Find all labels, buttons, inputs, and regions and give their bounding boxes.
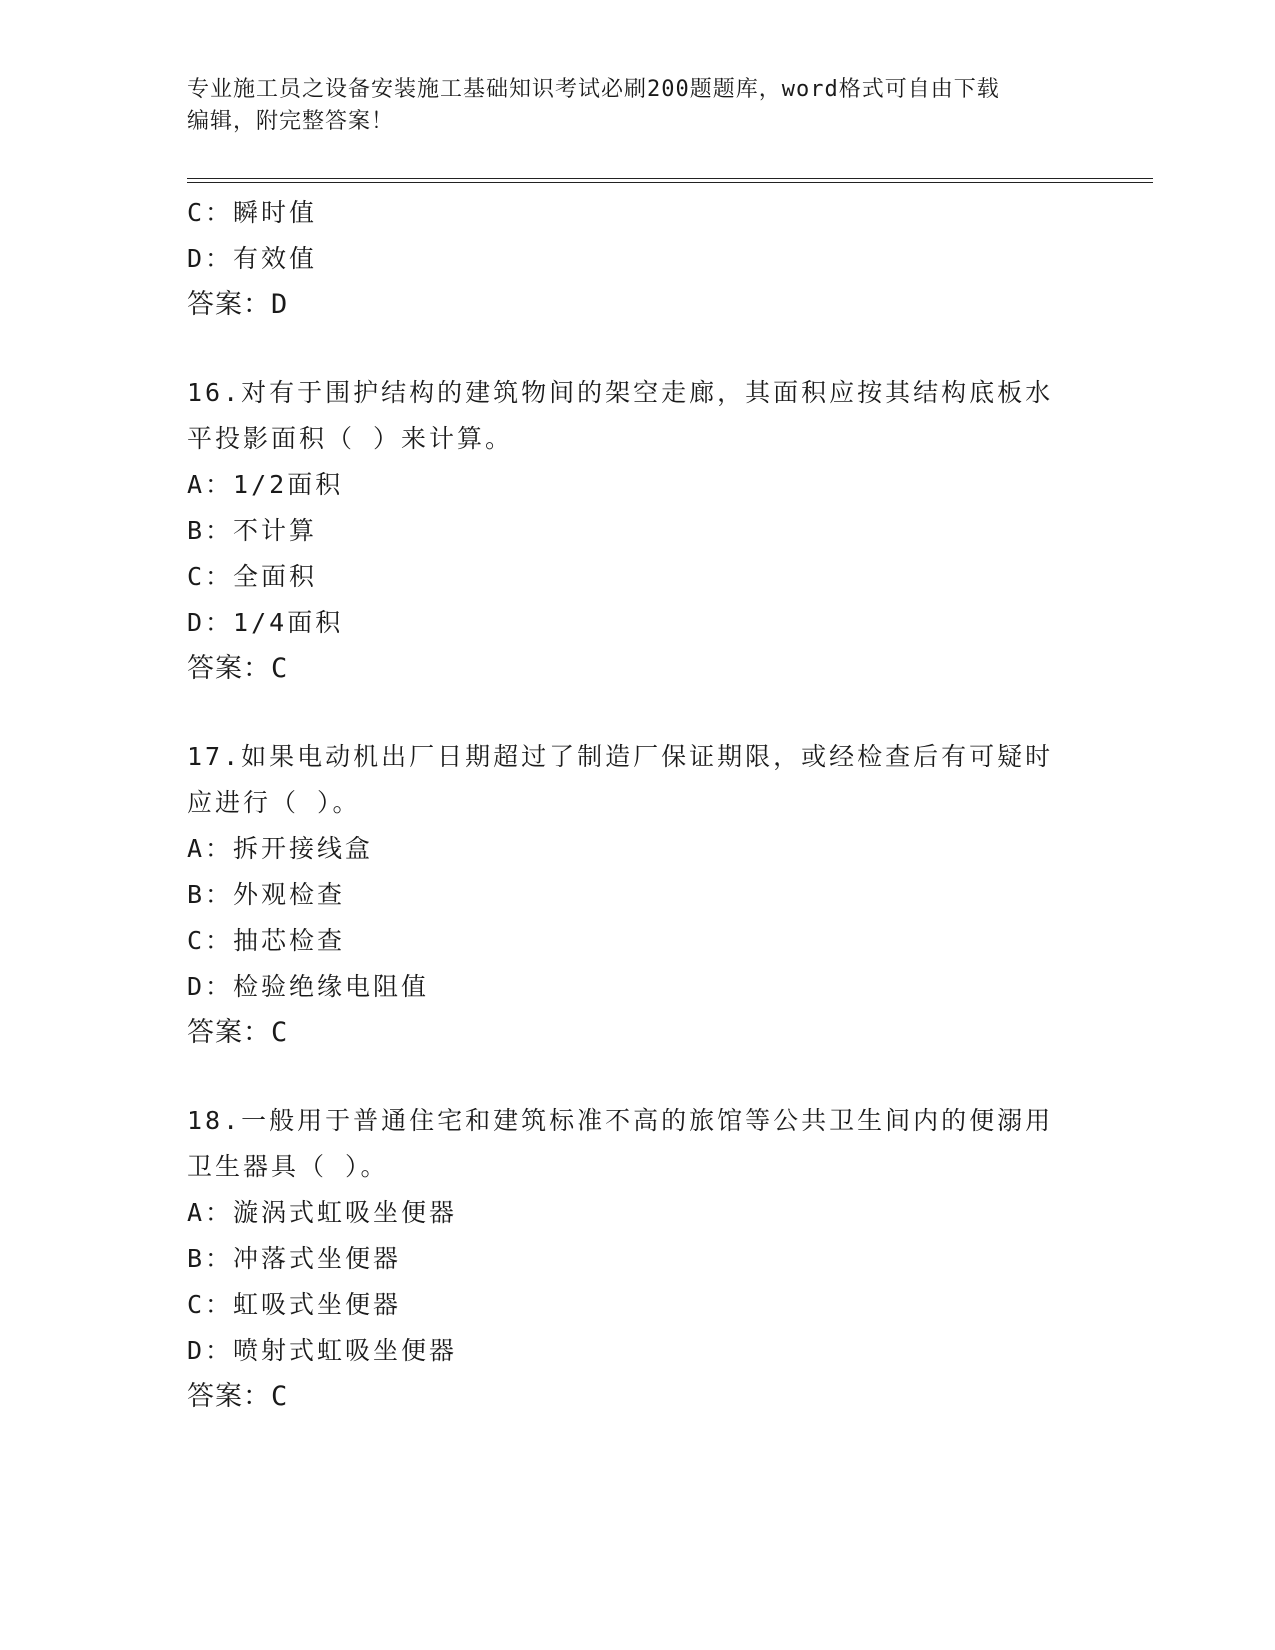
answer-line: 答案：C xyxy=(187,1381,289,1412)
option-c: C：抽芯检查 xyxy=(187,926,346,955)
question-stem-line: 18.一般用于普通住宅和建筑标准不高的旅馆等公共卫生间内的便溺用 xyxy=(187,1106,1054,1135)
question-stem-line: 16.对有于围护结构的建筑物间的架空走廊，其面积应按其结构底板水 xyxy=(187,378,1054,407)
question-stem-line: 卫生器具（ ）。 xyxy=(187,1152,389,1181)
question-block-15 xyxy=(187,190,1087,328)
option-b: B：不计算 xyxy=(187,516,318,545)
question-list xyxy=(187,190,1087,1420)
header-divider-top xyxy=(187,178,1153,179)
answer-line: 答案：C xyxy=(187,1017,289,1048)
option-d: D：有效值 xyxy=(187,244,318,273)
option-d: D：检验绝缘电阻值 xyxy=(187,972,430,1001)
option-c: C：瞬时值 xyxy=(187,198,318,227)
header-title-line-1: 专业施工员之设备安装施工基础知识考试必刷200题题库，word格式可自由下载 xyxy=(187,77,1000,102)
option-d: D：喷射式虹吸坐便器 xyxy=(187,1336,458,1365)
option-b: B：冲落式坐便器 xyxy=(187,1244,402,1273)
answer-line: 答案：C xyxy=(187,653,289,684)
header-divider-bottom xyxy=(187,182,1153,183)
question-stem-line: 17.如果电动机出厂日期超过了制造厂保证期限，或经检查后有可疑时 xyxy=(187,742,1054,771)
question-stem-line: 应进行（ ）。 xyxy=(187,788,361,817)
option-a: A：拆开接线盒 xyxy=(187,834,374,863)
answer-line: 答案：D xyxy=(187,289,289,320)
question-block-18 xyxy=(187,1098,1087,1420)
option-c: C：虹吸式坐便器 xyxy=(187,1290,402,1319)
question-block-17 xyxy=(187,734,1087,1056)
question-stem-line: 平投影面积（ ）来计算。 xyxy=(187,424,514,453)
option-a: A：1/2面积 xyxy=(187,470,344,499)
question-block-16 xyxy=(187,370,1087,692)
header-title-line-2: 编辑，附完整答案！ xyxy=(187,109,395,134)
option-d: D：1/4面积 xyxy=(187,608,344,637)
option-c: C：全面积 xyxy=(187,562,318,591)
option-a: A：漩涡式虹吸坐便器 xyxy=(187,1198,458,1227)
option-b: B：外观检查 xyxy=(187,880,346,909)
document-header xyxy=(187,74,1067,138)
